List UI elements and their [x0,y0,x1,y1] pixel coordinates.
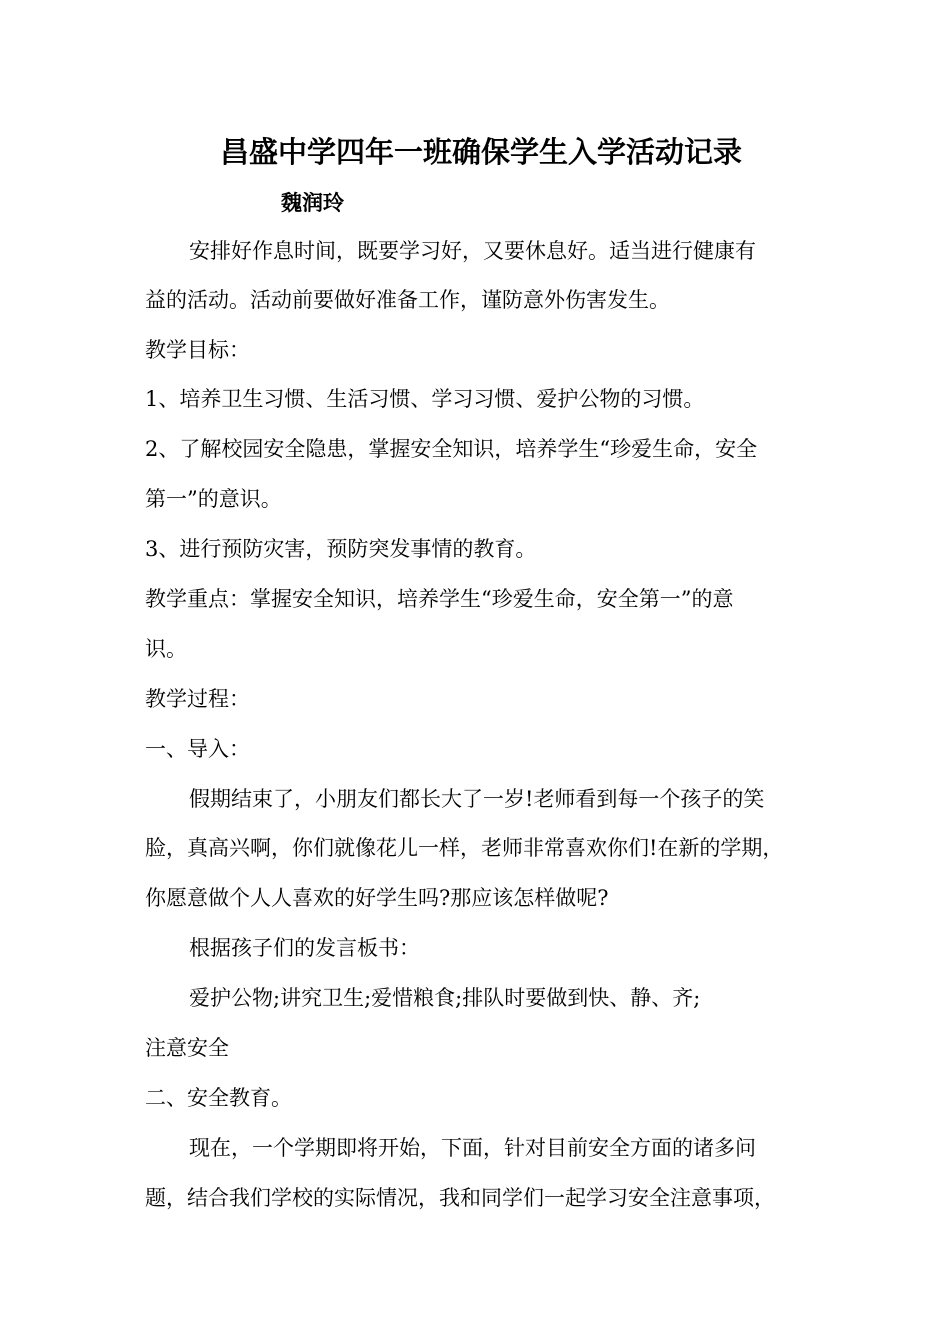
paragraph-line: 益的活动。活动前要做好准备工作，谨防意外伤害发生。 [145,288,670,312]
list-item: 2、了解校园安全隐患，掌握安全知识，培养学生“珍爱生命，安全 [145,437,758,461]
paragraph-line: 识。 [145,637,187,661]
section-heading: 教学过程： [145,687,250,711]
paragraph-line: 根据孩子们的发言板书： [189,936,420,960]
paragraph-line: 脸，真高兴啊，你们就像花儿一样，老师非常喜欢你们!在新的学期， [145,836,784,860]
paragraph-line: 安排好作息时间，既要学习好，又要休息好。适当进行健康有 [189,239,756,263]
paragraph-line: 教学重点：掌握安全知识，培养学生“珍爱生命，安全第一”的意 [145,587,734,611]
paragraph-line: 现在，一个学期即将开始，下面，针对目前安全方面的诸多问 [189,1136,756,1160]
paragraph-line: 爱护公物;讲究卫生;爱惜粮食;排队时要做到快、静、齐; [189,986,701,1010]
author-name: 魏润玲 [281,191,344,215]
section-heading: 一、导入： [145,737,250,761]
section-heading: 教学目标： [145,338,250,362]
paragraph-line: 注意安全 [145,1036,229,1060]
section-heading: 二、安全教育。 [145,1086,292,1110]
list-item: 3、进行预防灾害，预防突发事情的教育。 [145,537,537,561]
document-title: 昌盛中学四年一班确保学生入学活动记录 [219,135,742,169]
paragraph-line: 题，结合我们学校的实际情况，我和同学们一起学习安全注意事项， [145,1186,775,1210]
list-item-continuation: 第一”的意识。 [145,487,282,511]
list-item: 1、培养卫生习惯、生活习惯、学习习惯、爱护公物的习惯。 [145,387,705,411]
paragraph-line: 你愿意做个人人喜欢的好学生吗?那应该怎样做呢? [145,886,609,910]
paragraph-line: 假期结束了，小朋友们都长大了一岁!老师看到每一个孩子的笑 [189,787,765,811]
